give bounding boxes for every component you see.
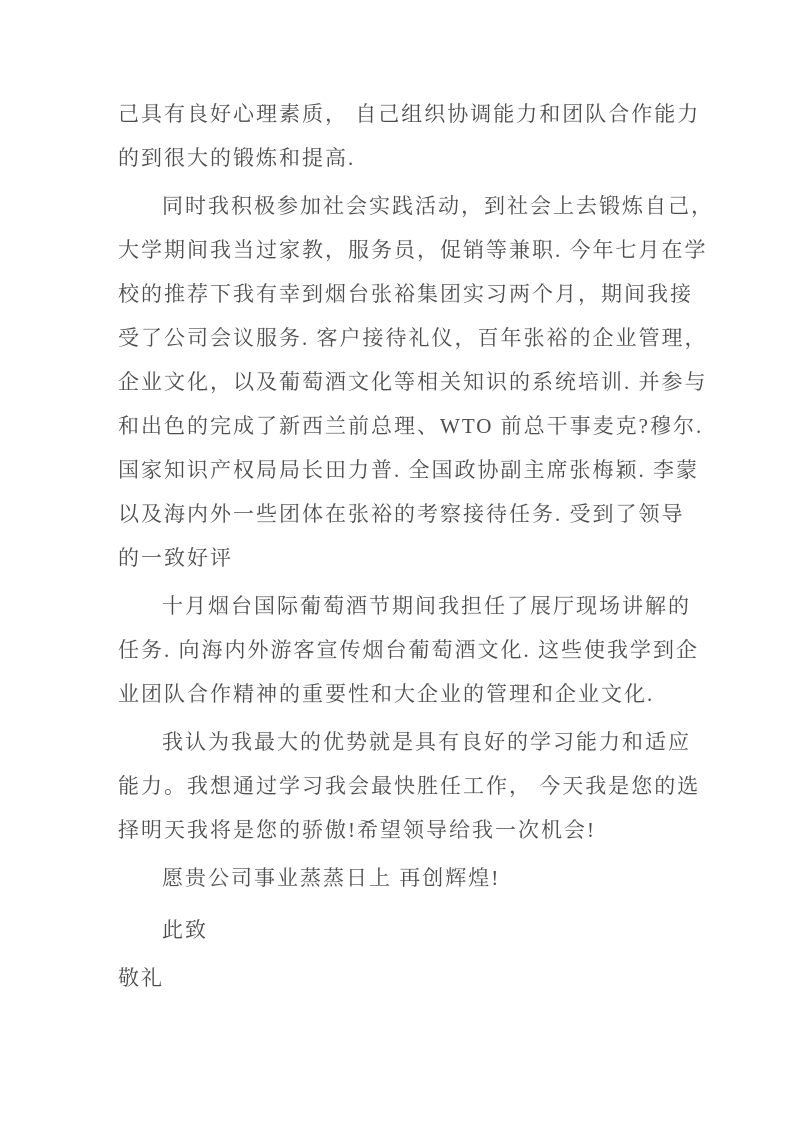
text-line: 企业文化，以及葡萄酒文化等相关知识的系统培训. 并参与 <box>118 370 708 394</box>
text-line: 任务. 向海内外游客宣传烟台葡萄酒文化. 这些使我学到企 <box>118 638 699 662</box>
text-line: 能力。我想通过学习我会最快胜任工作， 今天我是您的选 <box>118 774 701 798</box>
text-line: 我认为我最大的优势就是具有良好的学习能力和适应 <box>162 730 691 754</box>
paragraph-social-practice-internship <box>118 184 714 580</box>
text-line: 同时我积极参加社会实践活动，到社会上去锻炼自己， <box>162 194 714 218</box>
text-line: 己具有良好心理素质， 自己组织协调能力和团队合作能力 <box>118 102 701 126</box>
text-line: 受了公司会议服务. 客户接待礼仪，百年张裕的企业管理， <box>118 326 708 350</box>
text-line: 大学期间我当过家教，服务员，促销等兼职. 今年七月在学 <box>118 238 708 262</box>
paragraph-well-wishes <box>118 856 693 900</box>
text-line: 择明天我将是您的骄傲!希望领导给我一次机会! <box>118 818 596 842</box>
text-line: 的到很大的锻炼和提高. <box>118 146 356 170</box>
text-line: 国家知识产权局局长田力普. 全国政协副主席张梅颖. 李蒙 <box>118 458 699 482</box>
paragraph-salute <box>118 908 693 952</box>
text-line: 以及海内外一些团体在张裕的考察接待任务. 受到了领导 <box>118 502 685 526</box>
paragraph-wine-festival <box>118 584 699 716</box>
text-line: 校的推荐下我有幸到烟台张裕集团实习两个月，期间我接 <box>118 282 693 306</box>
paragraph-closing <box>118 956 693 1000</box>
text-line: 和出色的完成了新西兰前总理、WTO 前总干事麦克?穆尔. <box>118 414 704 438</box>
text-line: 业团队合作精神的重要性和大企业的管理和企业文化. <box>118 682 655 706</box>
text-line: 的一致好评 <box>118 546 233 570</box>
text-line: 愿贵公司事业蒸蒸日上 再创辉煌! <box>162 866 501 890</box>
paragraph-intro-continuation <box>118 92 701 180</box>
text-line: 敬礼 <box>118 966 164 990</box>
text-line: 此致 <box>162 918 208 942</box>
text-line: 十月烟台国际葡萄酒节期间我担任了展厅现场讲解的 <box>162 594 691 618</box>
paragraph-strengths-appeal <box>118 720 701 852</box>
